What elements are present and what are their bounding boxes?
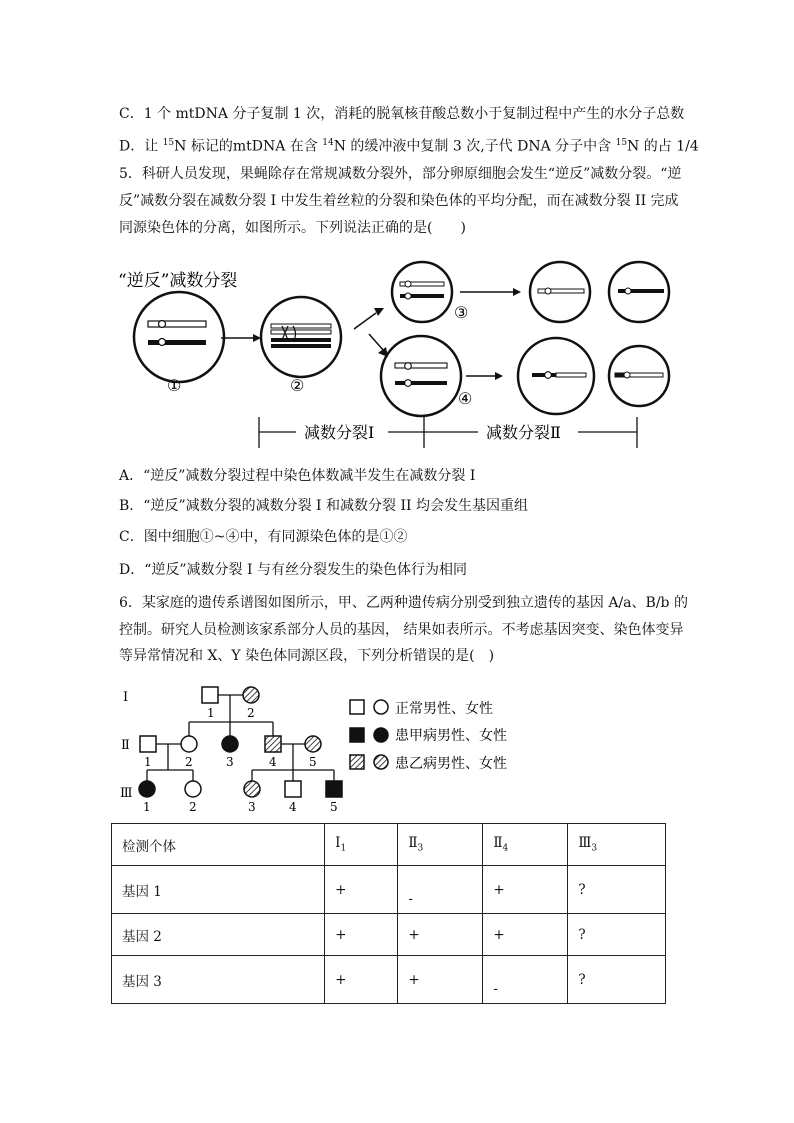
header-text: 检测个体	[122, 838, 176, 855]
table-cell: +	[483, 914, 568, 956]
daughter-cell-bottom-2	[609, 346, 669, 406]
id-label: 1	[207, 706, 215, 720]
generation-label-1: Ⅰ	[123, 690, 129, 705]
pedigree-chart	[115, 680, 535, 815]
table-row	[112, 956, 666, 1004]
option-d-q4	[119, 133, 699, 157]
header-cell	[483, 824, 568, 866]
table-cell: +	[325, 956, 398, 1004]
stage-label-2: 减数分裂Ⅱ	[486, 423, 561, 442]
table-cell: +	[398, 956, 483, 1004]
table-cell: 基因 2	[112, 914, 325, 956]
question-5-line-2: 反”减数分裂在减数分裂 I 中发生着丝粒的分裂和染色体的平均分配，而在减数分裂 II 完成	[119, 193, 679, 209]
id-label: 4	[289, 800, 297, 814]
table-cell: +	[483, 866, 568, 914]
text: N 的缓冲液中复制 3 次,子代 DNA 分子中含	[333, 138, 616, 155]
option-c-q5: C．图中细胞①~④中，有同源染色体的是①②	[119, 529, 408, 545]
generation-label-2: Ⅱ	[121, 738, 130, 753]
question-6-line-2: 控制。研究人员检测该家系部分人员的基因， 结果如表所示。不考虑基因突变、染色体变异	[119, 622, 684, 638]
subscript: 4	[502, 843, 509, 854]
subscript: 3	[591, 843, 598, 854]
individual-I-2	[243, 687, 259, 703]
option-c-q4: C．1 个 mtDNA 分子复制 1 次，消耗的脱氧核苷酸总数小于复制过程中产生的水分子总数	[119, 106, 685, 122]
stage-label-1: 减数分裂Ⅰ	[304, 423, 375, 442]
superscript: 14	[322, 138, 334, 148]
individual-III-5	[326, 781, 342, 797]
pedigree-legend	[350, 700, 507, 772]
text: D．让	[119, 138, 163, 155]
table-cell: +	[325, 914, 398, 956]
id-label: 5	[309, 755, 317, 769]
table-cell: ?	[568, 914, 666, 956]
cell-label-2: ②	[290, 376, 305, 395]
individual-II-3	[222, 736, 238, 752]
header-cell	[325, 824, 398, 866]
id-label: 3	[248, 800, 256, 814]
text: N 标记的mtDNA 在含	[174, 138, 323, 155]
id-label: 1	[143, 800, 151, 814]
header-text: Ⅱ	[493, 835, 503, 852]
question-5-line-3: 同源染色体的分离，如图所示。下列说法正确的是( )	[119, 220, 466, 236]
cell-4	[381, 336, 461, 416]
legend-normal: 正常男性、女性	[395, 701, 493, 717]
cell-3	[392, 262, 452, 322]
individual-II-4	[265, 736, 281, 752]
table-cell: 基因 1	[112, 866, 325, 914]
daughter-cell-top-1	[530, 262, 590, 322]
generation-label-3: Ⅲ	[120, 786, 133, 801]
cell-2	[261, 297, 341, 377]
id-label: 4	[269, 755, 277, 769]
question-5-line-1: 5．科研人员发现，果蝇除存在常规减数分裂外，部分卵原细胞会发生“逆反”减数分裂。“逆	[119, 166, 682, 182]
legend-disease-b: 患乙病男性、女性	[395, 756, 507, 772]
meiosis-figure	[118, 256, 678, 456]
question-6-line-3: 等异常情况和 X、Y 染色体同源区段，下列分析错误的是( )	[119, 648, 495, 664]
individual-III-2	[185, 781, 201, 797]
table-cell: +	[398, 914, 483, 956]
cell-label-4: ④	[458, 389, 473, 408]
individual-I-1	[202, 687, 218, 703]
header-text: Ⅰ	[335, 835, 341, 852]
id-label: 5	[330, 800, 338, 814]
cell-label-3: ③	[454, 303, 469, 322]
option-d-q5: D．“逆反”减数分裂 I 与有丝分裂发生的染色体行为相同	[119, 562, 467, 578]
individual-II-2	[181, 736, 197, 752]
table-cell: 基因 3	[112, 956, 325, 1004]
individual-III-3	[244, 781, 260, 797]
table-cell: ?	[568, 956, 666, 1004]
figure-title: “逆反”减数分裂	[118, 271, 238, 291]
daughter-cell-bottom-1	[518, 338, 594, 414]
table-cell: ?	[568, 866, 666, 914]
question-6-line-1: 6．某家庭的遗传系谱图如图所示，甲、乙两种遗传病分别受到独立遗传的基因 A/a、B/b 的	[119, 595, 688, 611]
table-cell: +	[325, 866, 398, 914]
superscript: 15	[162, 138, 175, 148]
subscript: 1	[340, 843, 347, 854]
header-cell	[568, 824, 666, 866]
table-cell: -	[398, 866, 483, 914]
header-text: Ⅲ	[578, 835, 592, 852]
id-label: 3	[226, 755, 234, 769]
individual-III-1	[139, 781, 155, 797]
cell-1	[134, 292, 224, 382]
header-cell	[398, 824, 483, 866]
id-label: 2	[185, 755, 193, 769]
cell-label-1: ①	[167, 376, 182, 395]
table-cell: -	[483, 956, 568, 1004]
option-a-q5: A．“逆反”减数分裂过程中染色体数减半发生在减数分裂 I	[119, 468, 476, 484]
individual-II-1	[140, 736, 156, 752]
legend-disease-a: 患甲病男性、女性	[395, 728, 507, 744]
table-row	[112, 914, 666, 956]
header-text: Ⅱ	[408, 835, 418, 852]
table-row	[112, 866, 666, 914]
individual-III-4	[285, 781, 301, 797]
subscript: 3	[417, 843, 424, 854]
daughter-cell-top-2	[609, 262, 669, 322]
id-label: 1	[144, 755, 152, 769]
header-cell	[112, 824, 325, 866]
text: N 的占 1/4	[627, 138, 699, 155]
option-b-q5: B．“逆反”减数分裂的减数分裂 I 和减数分裂 II 均会发生基因重组	[119, 498, 528, 514]
individual-II-5	[305, 736, 321, 752]
table-header-row	[112, 824, 666, 866]
id-label: 2	[189, 800, 197, 814]
superscript: 15	[615, 138, 628, 148]
gene-test-table	[111, 823, 666, 1004]
id-label: 2	[247, 706, 255, 720]
